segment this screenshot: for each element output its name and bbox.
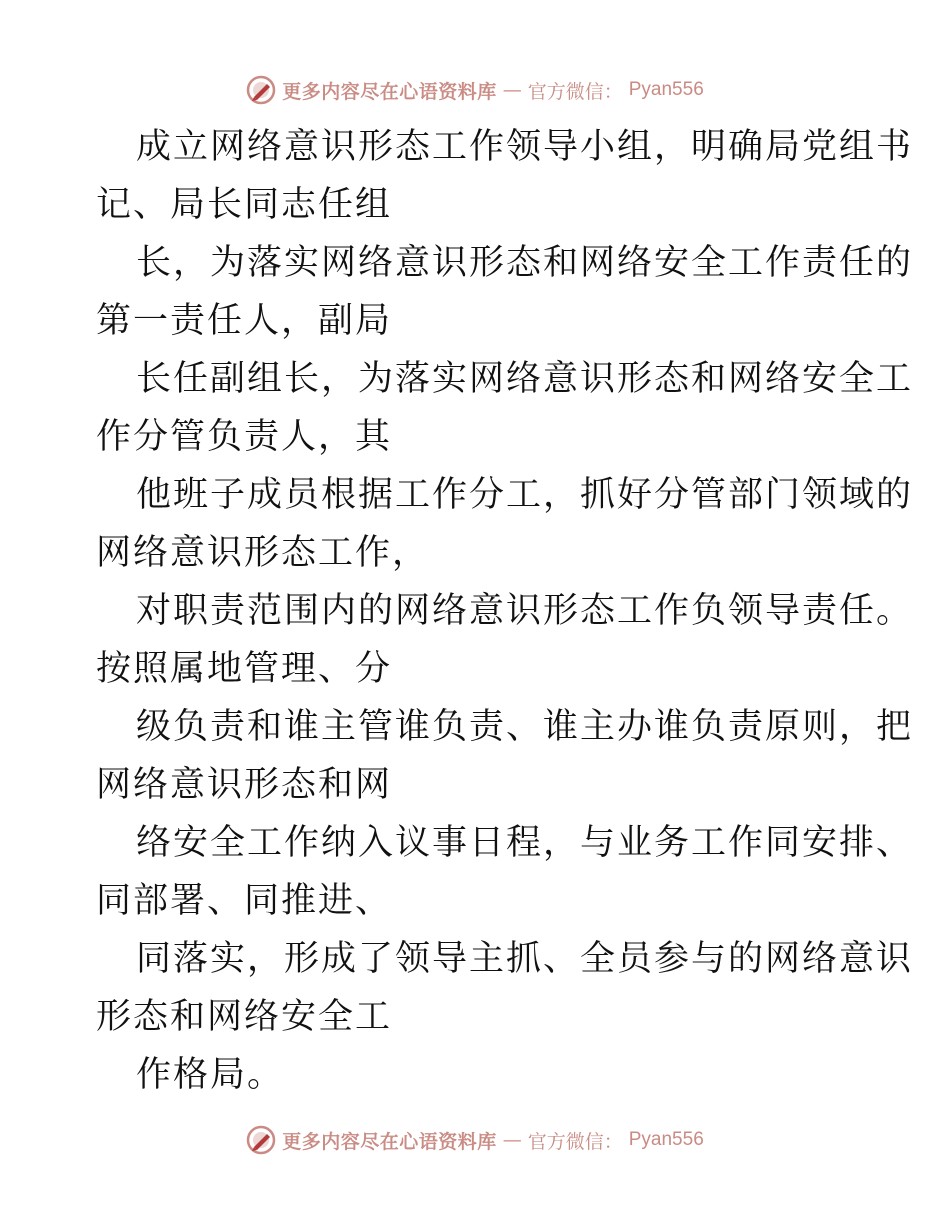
text-line: 记、局长同志任组 bbox=[96, 185, 393, 225]
banner-brand-text: 更多内容尽在心语资料库 bbox=[282, 80, 497, 103]
header-banner bbox=[0, 70, 950, 110]
text-line: 第一责任人，副局 bbox=[96, 301, 393, 341]
book-pen-logo-icon bbox=[246, 1125, 276, 1155]
text-line: 对职责范围内的网络意识形态工作负领导责任。 bbox=[136, 591, 914, 631]
banner-wechat-id: Pyan556 bbox=[628, 79, 704, 100]
text-line: 网络意识形态工作， bbox=[96, 533, 430, 573]
banner-dash: — bbox=[502, 1129, 522, 1151]
text-line: 网络意识形态和网 bbox=[96, 765, 393, 805]
text-line: 同落实，形成了领导主抓、全员参与的网络意识 bbox=[136, 939, 914, 979]
text-line: 成立网络意识形态工作领导小组，明确局党组书 bbox=[136, 127, 914, 167]
text-line: 长，为落实网络意识形态和网络安全工作责任的 bbox=[136, 243, 914, 283]
text-line: 络安全工作纳入议事日程，与业务工作同安排、 bbox=[136, 823, 914, 863]
footer-banner bbox=[0, 1120, 950, 1160]
text-line: 按照属地管理、分 bbox=[96, 649, 393, 689]
banner-contact-label: 官方微信： bbox=[527, 80, 623, 103]
text-line: 作分管负责人，其 bbox=[96, 417, 393, 457]
text-line: 他班子成员根据工作分工，抓好分管部门领域的 bbox=[136, 475, 914, 515]
banner-dash: — bbox=[502, 79, 522, 101]
text-line: 作格局。 bbox=[136, 1055, 285, 1095]
banner-contact-label: 官方微信： bbox=[527, 1130, 623, 1153]
text-line: 级负责和谁主管谁负责、谁主办谁负责原则，把 bbox=[136, 707, 914, 747]
banner-brand-text: 更多内容尽在心语资料库 bbox=[282, 1130, 497, 1153]
book-pen-logo-icon bbox=[246, 75, 276, 105]
text-line: 同部署、同推进、 bbox=[96, 881, 393, 921]
banner-wechat-id: Pyan556 bbox=[628, 1129, 704, 1150]
text-line: 形态和网络安全工 bbox=[96, 997, 393, 1037]
document-body bbox=[96, 118, 914, 1104]
text-line: 长任副组长，为落实网络意识形态和网络安全工 bbox=[136, 359, 914, 399]
